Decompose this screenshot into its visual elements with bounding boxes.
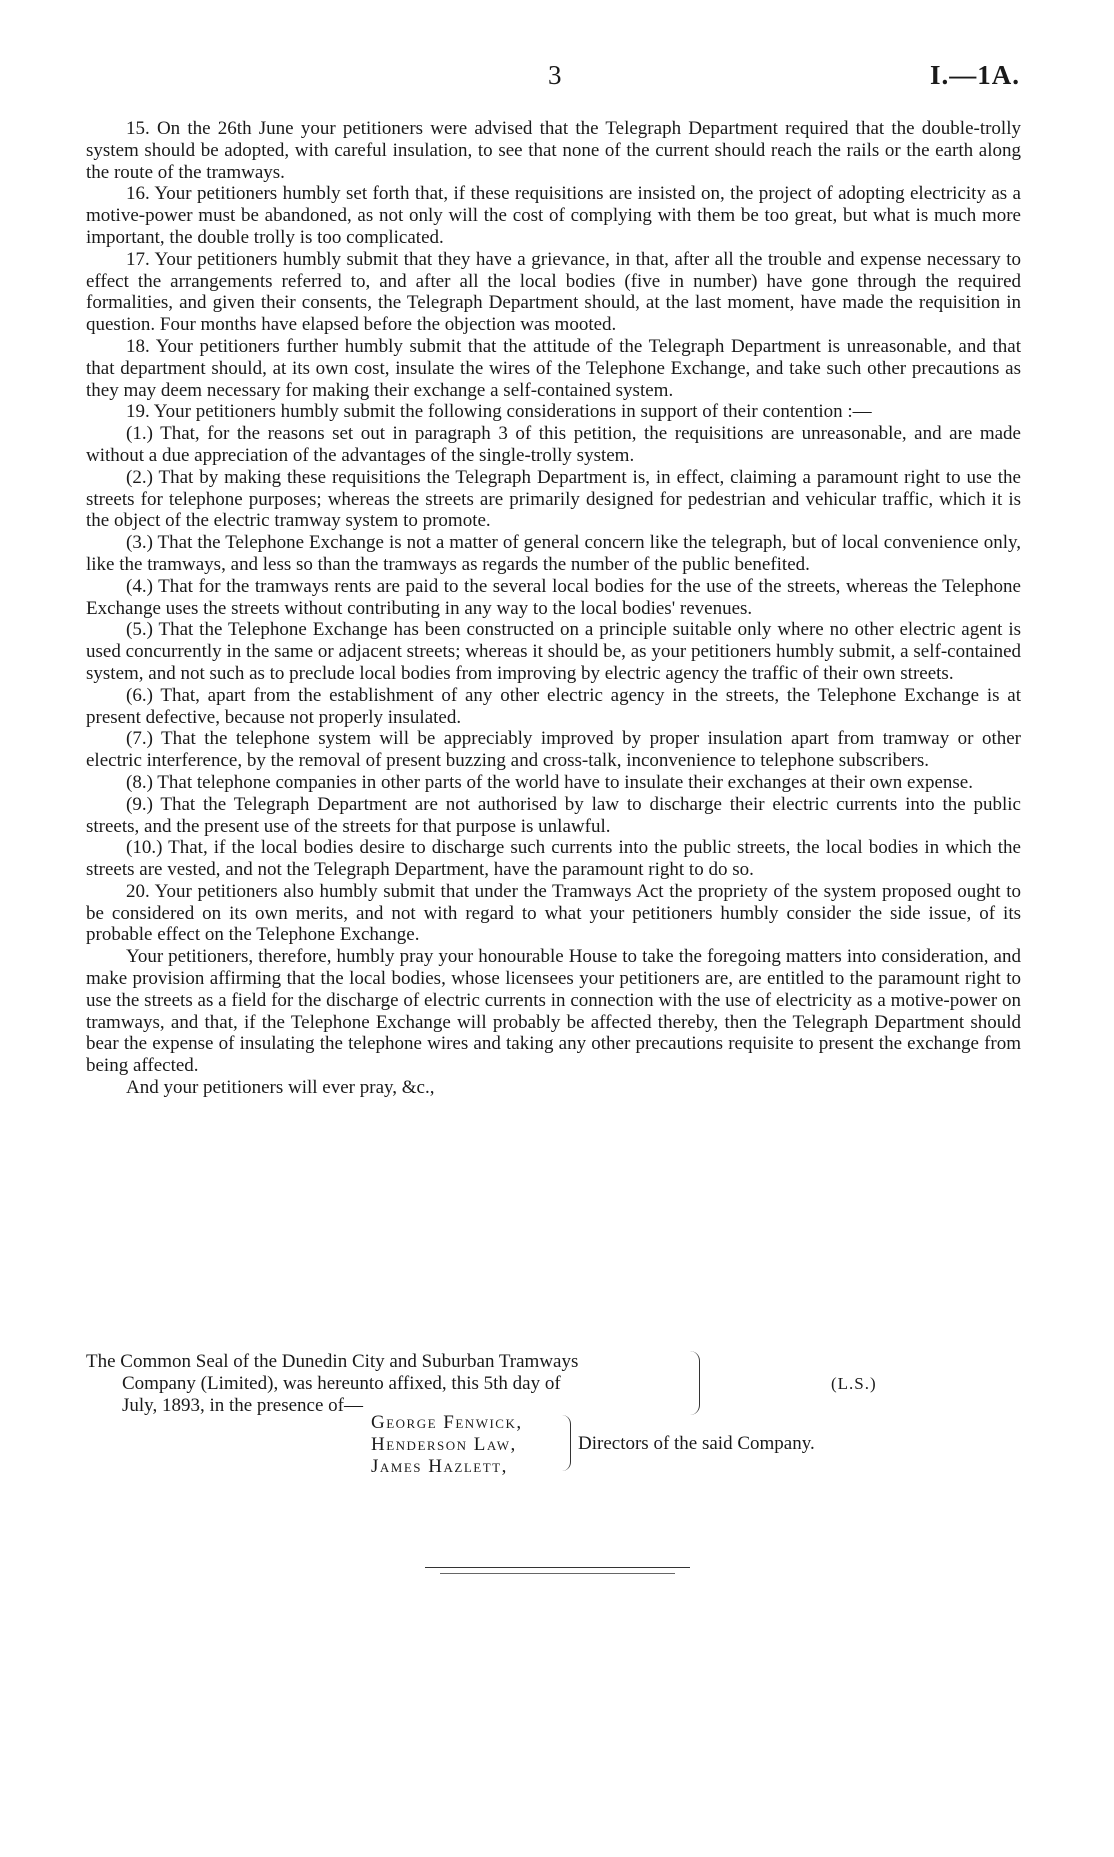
paragraph-16: 16. Your petitioners humbly set forth that, if these requisitions are insisted on, the project of adopting electricity as a motive-power must be abandoned, as not only will the cost of complying with them be too great, but what is much more important, the double trolly is too complicated. [86, 183, 1021, 248]
seal-text [86, 1351, 696, 1416]
director-names [371, 1412, 523, 1477]
director-name: Henderson Law, [371, 1433, 517, 1455]
closing-line: And your petitioners will ever pray, &c., [126, 1077, 435, 1099]
paragraph-20: 20. Your petitioners also humbly submit that under the Tramways Act the propriety of the system proposed ought to be considered on its own merits, and not with regard to what your petitioners humbly consider the side issue, of its probable effect on the Telephone Exchange. [86, 880, 1021, 946]
consideration-3: (3.) That the Telephone Exchange is not a matter of general concern like the telegraph, but of local convenience only, like the tramways, and less so than the tramways as regards the number of the public benefited. [86, 532, 1021, 575]
consideration-2: (2.) That by making these requisitions the Telegraph Department is, in effect, claiming a paramount right to use the streets for telephone purposes; whereas the streets are primarily designed for pedestrian and vehicular traffic, which it is the object of the electric tramway system to promote. [86, 466, 1021, 532]
page-header [0, 60, 1114, 100]
brace [561, 1415, 571, 1471]
seal-line: Company (Limited), was hereunto affixed, this 5th day of [122, 1372, 561, 1394]
locus-sigilli-mark: (L.S.) [831, 1374, 877, 1393]
consideration-9: (9.) That the Telegraph Department are not authorised by law to discharge their electric currents into the public streets, and the present use of the streets for that purpose is unlawful. [86, 793, 1021, 837]
director-name: James Hazlett, [371, 1455, 508, 1477]
seal-line: The Common Seal of the Dunedin City and Suburban Tramways [86, 1351, 579, 1372]
paragraph-15: 15. On the 26th June your petitioners were advised that the Telegraph Department required that the double-trolly system should be adopted, with careful insulation, to see that none of the current should reach the rails or the earth along the route of the tramways. [86, 118, 1021, 183]
directors-role: Directors of the said Company. [578, 1433, 815, 1454]
brace [689, 1351, 700, 1415]
seal-line: July, 1893, in the presence of— [122, 1394, 363, 1416]
consideration-6: (6.) That, apart from the establishment of any other electric agency in the streets, the Telephone Exchange is at present defective, because not properly insulated. [86, 684, 1021, 728]
paper-reference: I.—1A. [929, 60, 1020, 90]
consideration-1: (1.) That, for the reasons set out in paragraph 3 of this petition, the requisitions are unreasonable, and are made without a due appreciation of the advantages of the single-trolly system. [86, 423, 1021, 466]
consideration-8: (8.) That telephone companies in other parts of the world have to insulate their exchanges at their own expense. [126, 771, 973, 793]
prayer-paragraph: Your petitioners, therefore, humbly pray your honourable House to take the foregoing matters into consideration, and make provision affirming that the local bodies, whose licensees your petitioners are, are entitled to the paramount right to use the streets as a field for the discharge of electric currents in connection with the use of electricity as a motive-power on tramways, and that, if the Telephone Exchange will probably be affected thereby, then the Telegraph Department should bear the expense of insulating the telephone wires and taking any other precautions requisite to present the exchange from being affected. [86, 946, 1021, 1077]
paragraph-17: 17. Your petitioners humbly submit that they have a grievance, in that, after all the trouble and expense necessary to effect the arrangements referred to, and after all the local bodies (five in number) have gone through the required formalities, and given their consents, the Telegraph Department should, at the last moment, have made the requisition in question. Four months have elapsed before the objection was mooted. [86, 248, 1021, 336]
end-rule [425, 1567, 690, 1568]
paragraph-19: 19. Your petitioners humbly submit the following considerations in support of their contention :— [126, 401, 872, 423]
seal-attestation [86, 1351, 1021, 1511]
page-number: 3 [548, 60, 562, 90]
consideration-5: (5.) That the Telephone Exchange has been constructed on a principle suitable only where no other electric agent is used concurrently in the same or adjacent streets; whereas it should be, as your petitioners humbly submit, a self-contained system, and not such as to preclude local bodies from improving by electric agency the traffic of their own streets. [86, 619, 1021, 684]
paragraph-18: 18. Your petitioners further humbly submit that the attitude of the Telegraph Department is unreasonable, and that that department should, at its own cost, insulate the wires of the Telephone Exchange, and take such other precautions as they may deem necessary for making their exchange a self-contained system. [86, 335, 1021, 401]
director-name: George Fenwick, [371, 1412, 523, 1433]
petition-body [86, 118, 1021, 1099]
consideration-4: (4.) That for the tramways rents are paid to the several local bodies for the use of the streets, whereas the Telephone Exchange uses the streets without contributing in any way to the local bodies' revenues. [86, 575, 1021, 619]
consideration-10: (10.) That, if the local bodies desire to discharge such currents into the public streets, the local bodies in which the streets are vested, and not the Telegraph Department, have the paramount right to do so. [86, 837, 1021, 881]
consideration-7: (7.) That the telephone system will be appreciably improved by proper insulation apart from tramway or other electric interference, by the removal of present buzzing and cross-talk, inconvenience to telephone subscribers. [86, 728, 1021, 772]
end-rule [440, 1573, 675, 1574]
